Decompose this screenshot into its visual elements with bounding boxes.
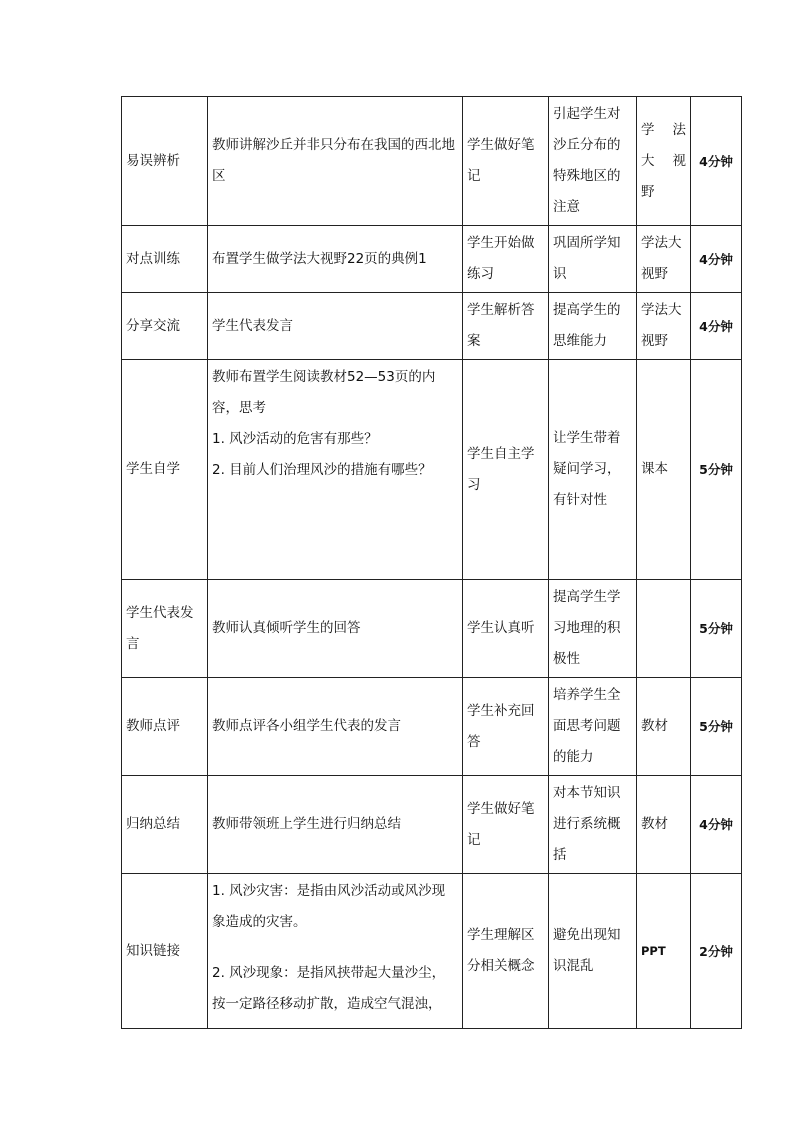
design-purpose-cell: 提高学生学习地理的积极性 [549, 580, 637, 678]
table-row [122, 678, 742, 776]
design-purpose-cell: 培养学生全面思考问题的能力 [549, 678, 637, 776]
question-2-text: 2. 目前人们治理风沙的措施有哪些？ [212, 462, 432, 478]
student-activity-cell: 学生自主学习 [463, 360, 549, 580]
resource-cell: 课本 [637, 360, 691, 580]
student-activity-cell: 学生补充回答 [463, 678, 549, 776]
student-activity-cell: 学生认真听 [463, 580, 549, 678]
table-row [122, 776, 742, 874]
resource-cell: 学法大视野 [637, 293, 691, 360]
stage-cell: 教师点评 [122, 678, 208, 776]
stage-cell: 对点训练 [122, 226, 208, 293]
resource-cell: 教材 [637, 776, 691, 874]
stage-cell: 学生代表发言 [122, 580, 208, 678]
resource-cell: 学 法 大 视 野 [637, 97, 691, 226]
design-purpose-cell: 对本节知识进行系统概括 [549, 776, 637, 874]
table-row [122, 97, 742, 226]
time-cell: 5分钟 [691, 360, 742, 580]
stage-cell: 归纳总结 [122, 776, 208, 874]
design-purpose-cell: 避免出现知识混乱 [549, 874, 637, 1029]
resource-cell: 教材 [637, 678, 691, 776]
stage-cell: 分享交流 [122, 293, 208, 360]
teacher-activity-cell: 学生代表发言 [208, 293, 463, 360]
stage-cell: 学生自学 [122, 360, 208, 580]
time-cell: 4分钟 [691, 776, 742, 874]
resource-cell [637, 580, 691, 678]
student-activity-cell: 学生做好笔记 [463, 776, 549, 874]
teacher-activity-cell [208, 360, 463, 580]
time-cell: 5分钟 [691, 580, 742, 678]
time-cell: 4分钟 [691, 226, 742, 293]
definition-1-text: 1. 风沙灾害：是指由风沙活动或风沙现象造成的灾害。 [212, 883, 446, 930]
table-row [122, 293, 742, 360]
time-cell: 4分钟 [691, 97, 742, 226]
table-row [122, 874, 742, 1029]
teacher-activity-cell: 教师带领班上学生进行归纳总结 [208, 776, 463, 874]
table-row [122, 580, 742, 678]
time-cell: 5分钟 [691, 678, 742, 776]
teacher-activity-cell: 教师认真倾听学生的回答 [208, 580, 463, 678]
table-row [122, 226, 742, 293]
table-row [122, 360, 742, 580]
design-purpose-cell: 引起学生对沙丘分布的特殊地区的注意 [549, 97, 637, 226]
time-cell: 2分钟 [691, 874, 742, 1029]
question-1-text: 1. 风沙活动的危害有那些？ [212, 431, 378, 447]
design-purpose-cell: 巩固所学知识 [549, 226, 637, 293]
teacher-activity-cell: 教师讲解沙丘并非只分布在我国的西北地区 [208, 97, 463, 226]
time-cell: 4分钟 [691, 293, 742, 360]
stage-cell: 知识链接 [122, 874, 208, 1029]
lesson-plan-table [121, 96, 742, 1029]
design-purpose-cell: 提高学生的思维能力 [549, 293, 637, 360]
paragraph-spacer [212, 938, 458, 958]
stage-cell: 易误辨析 [122, 97, 208, 226]
definition-2-text: 2. 风沙现象：是指风挟带起大量沙尘，按一定路径移动扩散，造成空气混浊， [212, 965, 446, 1012]
resource-cell: PPT [637, 874, 691, 1029]
student-activity-cell: 学生解析答案 [463, 293, 549, 360]
student-activity-cell: 学生开始做练习 [463, 226, 549, 293]
resource-cell: 学法大视野 [637, 226, 691, 293]
student-activity-cell: 学生理解区分相关概念 [463, 874, 549, 1029]
teacher-intro-text: 教师布置学生阅读教材52—53页的内容，思考 [212, 369, 436, 416]
design-purpose-cell: 让学生带着疑问学习，有针对性 [549, 360, 637, 580]
teacher-activity-cell [208, 874, 463, 1029]
teacher-activity-cell: 教师点评各小组学生代表的发言 [208, 678, 463, 776]
student-activity-cell: 学生做好笔记 [463, 97, 549, 226]
teacher-activity-cell: 布置学生做学法大视野22页的典例1 [208, 226, 463, 293]
